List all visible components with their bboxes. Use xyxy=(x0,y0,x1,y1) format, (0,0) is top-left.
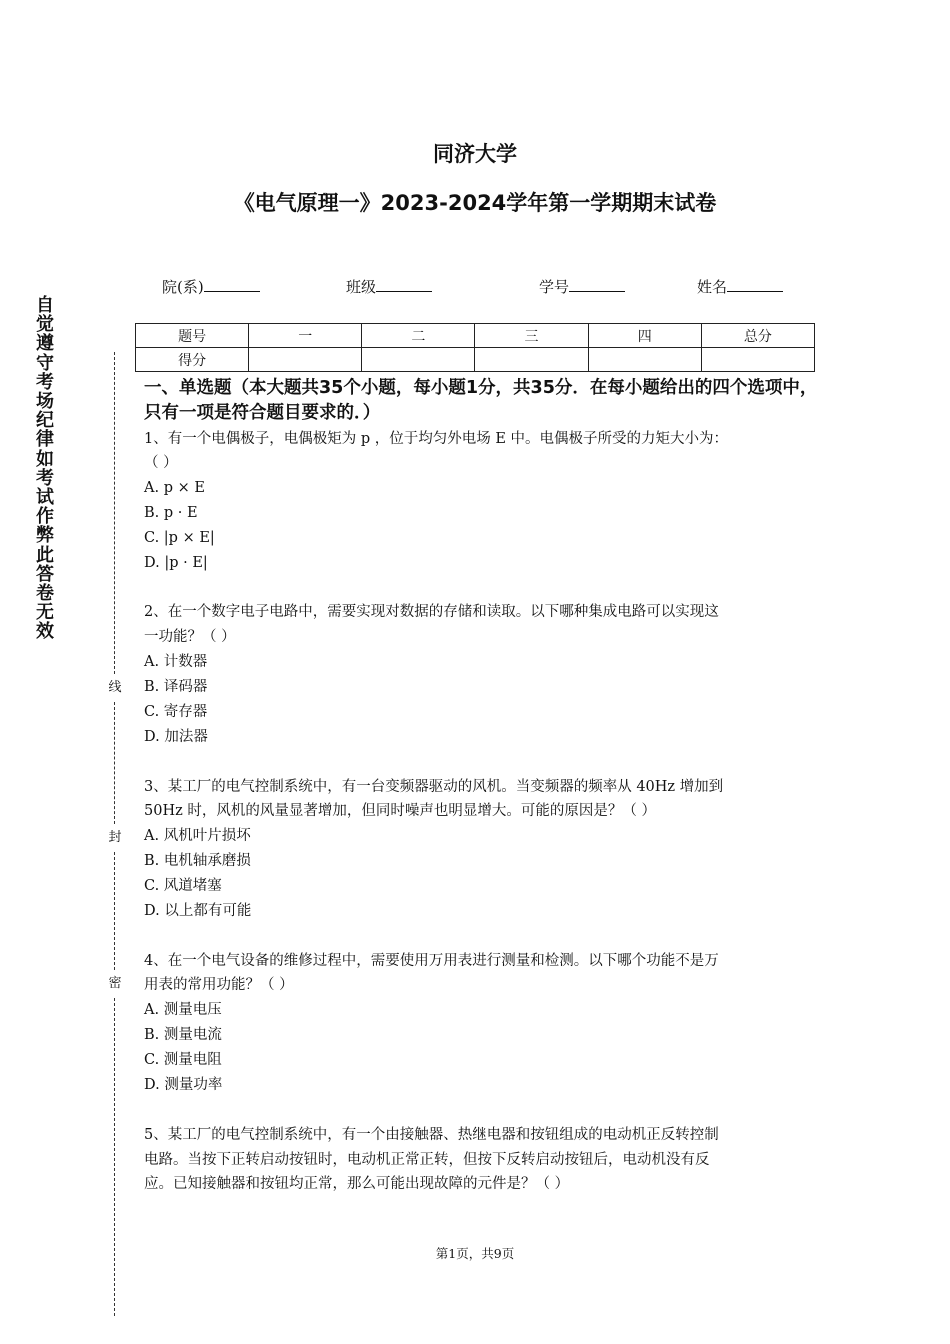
warning-char: 考 xyxy=(36,371,54,393)
question-3-text: 3、某工厂的电气控制系统中，有一台变频器驱动的风机。当变频器的频率从 40Hz 增加到 xyxy=(144,779,724,795)
score-table-cell: 二 xyxy=(362,324,475,348)
question-4-text: 4、在一个电气设备的维修过程中，需要使用万用表进行测量和检测。以下哪个功能不是万 xyxy=(144,953,719,969)
score-table-cell: 一 xyxy=(249,324,362,348)
score-table-cell xyxy=(475,348,588,372)
binding-dashed-line xyxy=(114,998,115,1316)
question-1-text: （ ） xyxy=(144,455,178,471)
question-3-text: 50Hz 时，风机的风量显著增加，但同时噪声也明显增大。可能的原因是？（ ） xyxy=(144,803,656,819)
seal-line-label: 线 xyxy=(106,679,124,697)
question-5-text: 应。已知接触器和按钮均正常，那么可能出现故障的元件是？（ ） xyxy=(144,1176,570,1192)
question-4-option-b: B. 测量电流 xyxy=(144,1027,222,1043)
warning-char: 自 xyxy=(36,295,54,316)
exam-integrity-warning xyxy=(33,296,57,642)
school-name: 同济大学 xyxy=(433,142,517,166)
warning-char: 卷 xyxy=(36,583,54,605)
warning-char: 觉 xyxy=(36,314,54,336)
question-4-text: 用表的常用功能？（ ） xyxy=(144,977,294,993)
class-field xyxy=(346,276,432,297)
name-blank xyxy=(727,277,783,292)
college-blank xyxy=(204,277,260,292)
question-2-text: 一功能？（ ） xyxy=(144,629,236,645)
warning-char: 律 xyxy=(36,429,54,451)
warning-char: 考 xyxy=(36,467,54,489)
question-2-option-b: B. 译码器 xyxy=(144,679,208,695)
question-4-option-c: C. 测量电阻 xyxy=(144,1052,222,1068)
score-table-header-row xyxy=(136,324,815,348)
binding-dashed-line xyxy=(114,352,115,674)
score-table xyxy=(135,323,815,372)
binding-dashed-line xyxy=(114,702,115,824)
question-1-option-d: D. |p · E| xyxy=(144,555,208,571)
name-label: 姓名 xyxy=(697,278,728,296)
question-2-text: 2、在一个数字电子电路中，需要实现对数据的存储和读取。以下哪种集成电路可以实现这 xyxy=(144,604,719,620)
warning-char: 如 xyxy=(36,448,54,470)
warning-char: 守 xyxy=(36,352,54,374)
student-id-blank xyxy=(569,277,625,292)
class-blank xyxy=(376,277,432,292)
score-table-cell: 四 xyxy=(588,324,701,348)
score-table-cell: 题号 xyxy=(136,324,249,348)
question-2-option-a: A. 计数器 xyxy=(144,654,208,670)
question-4-option-a: A. 测量电压 xyxy=(144,1002,222,1018)
student-id-field xyxy=(539,276,625,297)
warning-char: 场 xyxy=(36,391,54,413)
question-5-text: 电路。当按下正转启动按钮时，电动机正常正转，但按下反转启动按钮后，电动机没有反 xyxy=(144,1152,710,1168)
score-table-score-row xyxy=(136,348,815,372)
question-2-option-d: D. 加法器 xyxy=(144,729,208,745)
warning-char: 试 xyxy=(36,487,54,509)
score-table-cell xyxy=(701,348,814,372)
warning-char: 遵 xyxy=(36,333,54,355)
question-3-option-a: A. 风机叶片损坏 xyxy=(144,828,251,844)
score-table-cell: 得分 xyxy=(136,348,249,372)
question-3-option-b: B. 电机轴承磨损 xyxy=(144,853,251,869)
section-title: 一、单选题（本大题共35个小题，每小题1分，共35分．在每小题给出的四个选项中，只有一项是符合题目要求的．） xyxy=(144,378,818,423)
warning-char: 此 xyxy=(36,544,54,566)
score-table-cell xyxy=(362,348,475,372)
question-4-option-d: D. 测量功率 xyxy=(144,1077,223,1093)
score-table-cell xyxy=(249,348,362,372)
warning-char: 作 xyxy=(36,506,54,528)
question-3-option-c: C. 风道堵塞 xyxy=(144,878,222,894)
question-1-option-c: C. |p × E| xyxy=(144,530,215,546)
question-1-option-a: A. p × E xyxy=(144,480,205,496)
college-field xyxy=(162,276,260,297)
question-1-text: 1、有一个电偶极子，电偶极矩为 p ，位于均匀外电场 E 中。电偶极子所受的力矩大小为： xyxy=(144,431,729,447)
warning-char: 答 xyxy=(36,563,54,585)
class-label: 班级 xyxy=(346,278,377,296)
student-id-label: 学号 xyxy=(539,278,570,296)
seal-secret-label: 密 xyxy=(106,975,124,993)
warning-char: 弊 xyxy=(36,525,54,547)
college-label: 院(系) xyxy=(162,278,204,296)
binding-dashed-line xyxy=(114,852,115,970)
page-number: 第1页，共9页 xyxy=(435,1246,515,1261)
name-field xyxy=(697,276,783,297)
score-table-cell: 总分 xyxy=(701,324,814,348)
question-5-text: 5、某工厂的电气控制系统中，有一个由接触器、热继电器和按钮组成的电动机正反转控制 xyxy=(144,1127,719,1143)
warning-char: 效 xyxy=(36,621,54,643)
score-table-cell: 三 xyxy=(475,324,588,348)
question-1-option-b: B. p · E xyxy=(144,505,198,521)
question-3-option-d: D. 以上都有可能 xyxy=(144,903,252,919)
exam-title: 《电气原理一》2023-2024学年第一学期期末试卷 xyxy=(233,191,717,215)
question-2-option-c: C. 寄存器 xyxy=(144,704,208,720)
seal-seal-label: 封 xyxy=(106,829,124,847)
score-table-cell xyxy=(588,348,701,372)
warning-char: 无 xyxy=(36,602,54,624)
warning-char: 纪 xyxy=(36,410,54,432)
